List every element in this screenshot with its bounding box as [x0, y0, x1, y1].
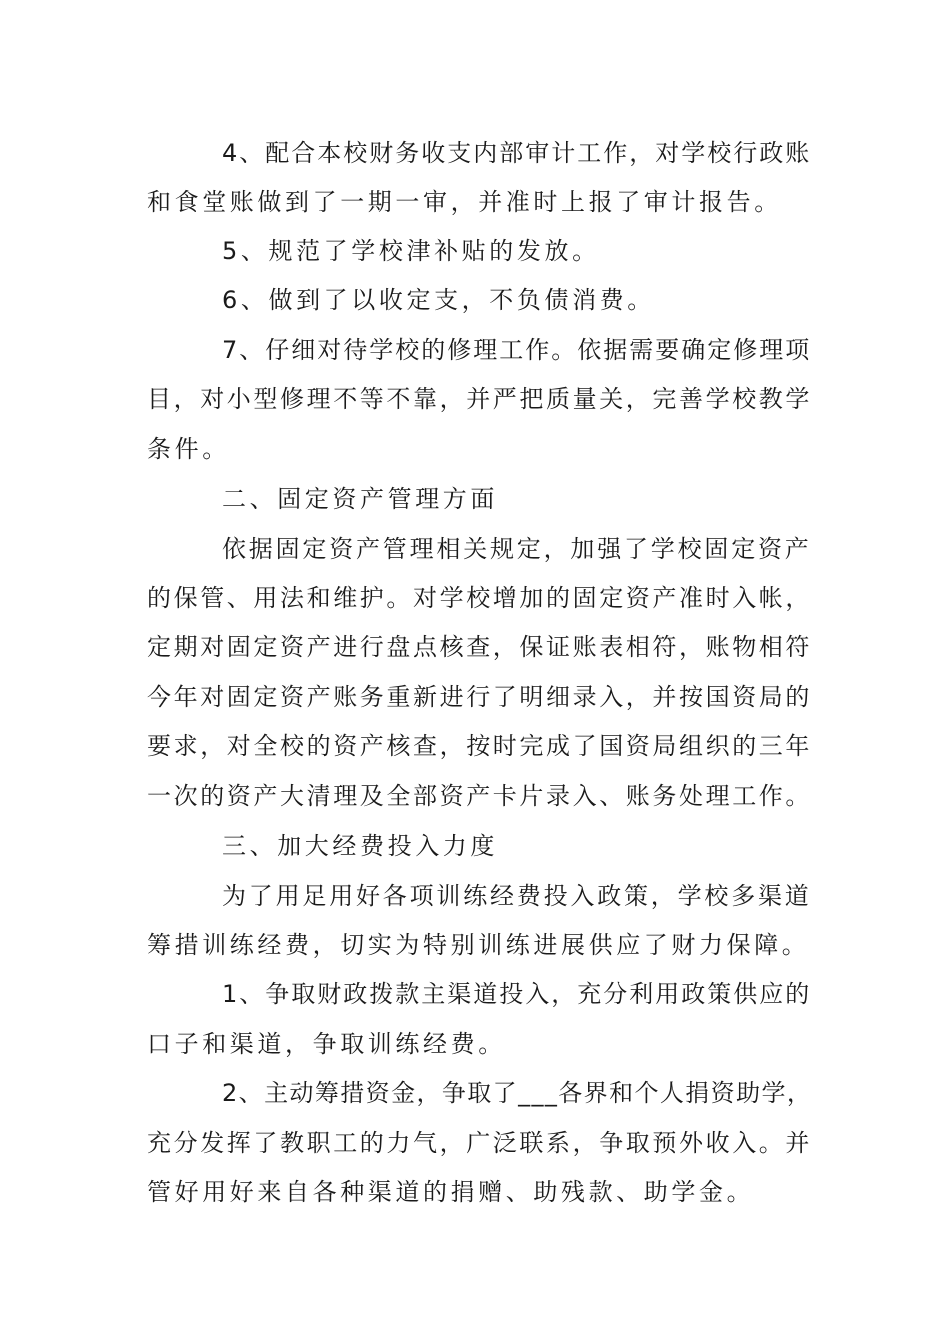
- text-line: 的保管、用法和维护。对学校增加的固定资产准时入帐，: [147, 584, 812, 612]
- text-line: 充分发挥了教职工的力气，广泛联系，争取预外收入。并: [147, 1129, 812, 1157]
- text-line: 和食堂账做到了一期一审，并准时上报了审计报告。: [147, 188, 782, 216]
- text-line: 6、做到了以收定支，不负债消费。: [222, 286, 655, 314]
- text-line: 7、仔细对待学校的修理工作。依据需要确定修理项: [222, 336, 812, 364]
- text-line: 1、争取财政拨款主渠道投入，充分利用政策供应的: [222, 980, 812, 1008]
- text-line: 条件。: [147, 435, 230, 463]
- section-heading: 三、加大经费投入力度: [222, 832, 498, 860]
- text-line: 4、配合本校财务收支内部审计工作，对学校行政账: [222, 139, 812, 167]
- text-line: 筹措训练经费，切实为特别训练进展供应了财力保障。: [147, 931, 810, 959]
- text-line: 为了用足用好各项训练经费投入政策，学校多渠道: [222, 882, 812, 910]
- text-line: 口子和渠道，争取训练经费。: [147, 1030, 506, 1058]
- section-heading: 二、固定资产管理方面: [222, 485, 498, 513]
- text-line: 要求，对全校的资产核查，按时完成了国资局组织的三年: [147, 732, 812, 760]
- text-line: 定期对固定资产进行盘点核查，保证账表相符，账物相符: [147, 633, 812, 661]
- text-line: 2、主动筹措资金，争取了___各界和个人捐资助学，: [222, 1079, 813, 1107]
- text-line: 一次的资产大清理及全部资产卡片录入、账务处理工作。: [147, 782, 812, 810]
- text-line: 管好用好来自各种渠道的捐赠、助残款、助学金。: [147, 1178, 755, 1206]
- text-line: 目，对小型修理不等不靠，并严把质量关，完善学校教学: [147, 385, 812, 413]
- text-line: 今年对固定资产账务重新进行了明细录入，并按国资局的: [147, 683, 812, 711]
- text-line: 5、规范了学校津补贴的发放。: [222, 237, 600, 265]
- text-line: 依据固定资产管理相关规定，加强了学校固定资产: [222, 535, 812, 563]
